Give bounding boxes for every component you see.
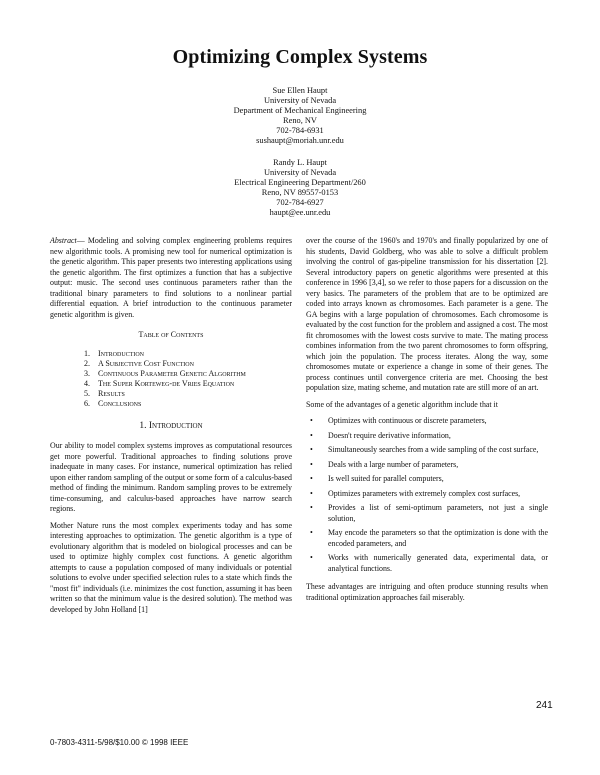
author-email: haupt@ee.unr.edu — [269, 208, 331, 217]
author-phone: 702-784-6927 — [276, 198, 324, 207]
list-item: • Simultaneously searches from a wide sampling of the cost surface, — [310, 445, 539, 454]
author-phone: 702-784-6931 — [276, 126, 324, 135]
section-heading-introduction: 1. Introduction — [139, 420, 203, 431]
right-paragraph-1: over the course of the 1960's and 1970's and finally popularized by one of his students, David Goldberg, who was able to solve a difficult problem involving the control of gas-pipeline transmission for his dissertation [2]. Several introductory papers on genetic algorithms were presented at this conference in 1996 [3,4], so we refer to those papers for a discussion on the very basics. The parameters of the problem that are to be optimized are coded into arrays known as chromosomes. Each parameter is a gene. The GA begins with a large population of chromosomes. Each chromosome is evaluated by the cost function for the problem and assigned a cost. The most fit chromosomes with the lowest costs survive to mate. The mating process combines information from the two parent chromosomes to form offspring, which join the population. The process iterates. Along the way, some chromosomes mutate or experience a change in some of their genes. The process continues until convergence criteria are met. Choosing the best population size, mating scheme, and mutation rate are still more of an art. — [306, 236, 548, 392]
list-item: • Is well suited for parallel computers, — [310, 474, 444, 483]
list-item: • Optimizes with continuous or discrete parameters, — [310, 416, 487, 425]
toc-item: 1. Introduction — [84, 348, 144, 358]
author-name: Sue Ellen Haupt — [272, 86, 328, 95]
bullet-icon: • — [310, 553, 313, 562]
abstract-text: — Modeling and solving complex engineering problems requires new algorithmic tools. A promising new tool for numerical optimization is the genetic algorithm. This paper presents two interesting applications using the genetic algorithm. The first optimizes a function that has a subjective output: music. The second uses continuous parameters rather than the traditional binary parameters to find solutions to a nonlinear partial differential equation. A brief introduction to the continuous parameter genetic algorithm is given. — [50, 236, 292, 319]
toc-title: Table of Contents — [138, 330, 204, 339]
right-paragraph-3: These advantages are intriguing and often produce stunning results when traditional optimization approaches fail miserably. — [306, 582, 548, 602]
abstract — [50, 236, 292, 320]
bullet-icon: • — [310, 503, 313, 512]
table-of-contents — [50, 349, 292, 409]
author-email: sushaupt@moriah.unr.edu — [256, 136, 344, 145]
bullet-icon: • — [310, 488, 313, 498]
page-number: 241 — [536, 700, 553, 711]
right-column — [306, 236, 548, 609]
author-affiliation: University of Nevada — [263, 96, 337, 105]
bullet-icon: • — [310, 416, 313, 425]
author-department: Department of Mechanical Engineering — [233, 106, 367, 115]
left-column — [50, 236, 292, 621]
list-item: • Doesn't require derivative information, — [310, 430, 451, 440]
author-block-2 — [0, 158, 600, 218]
bullet-icon: • — [310, 430, 313, 440]
intro-paragraph-2: Mother Nature runs the most complex experiments today and has some interesting approaches to optimization. The genetic algorithm is a type of evolutionary algorithm that is modeled on biological processes and can be used to optimize highly complex cost functions. A genetic algorithm attempts to cause a population composed of many individuals or potential solutions to evolve under specified selection rules to a state which finds the "most fit" individuals (i.e. minimizes the cost function, assuming it has been written so that the minimum value is the desired solution). The method was developed by John Holland [1] — [50, 520, 292, 614]
abstract-label: Abstract — [50, 236, 77, 245]
author-block-1 — [0, 86, 600, 146]
toc-item: 5. Results — [84, 388, 125, 398]
toc-item: 2. A Subjective Cost Function — [84, 358, 194, 368]
author-city: Reno, NV — [283, 116, 317, 125]
advantages-list — [306, 416, 548, 574]
bullet-icon: • — [310, 459, 313, 469]
bullet-icon: • — [310, 474, 313, 483]
list-item: • Provides a list of semi-optimum parameters, not just a single solution, — [310, 503, 548, 523]
paper-title: Optimizing Complex Systems — [172, 46, 428, 68]
toc-item: 3. Continuous Parameter Genetic Algorithm — [84, 368, 246, 378]
author-department: Electrical Engineering Department/260 — [234, 178, 366, 187]
toc-item: 4. The Super Korteweg-de Vries Equation — [84, 378, 235, 388]
author-name: Randy L. Haupt — [273, 158, 327, 167]
advantages-intro: Some of the advantages of a genetic algorithm include that it — [306, 399, 498, 409]
list-item: • Deals with a large number of parameters, — [310, 459, 459, 469]
copyright-footer: 0-7803-4311-5/98/$10.00 © 1998 IEEE — [50, 738, 189, 747]
bullet-icon: • — [310, 445, 313, 454]
author-affiliation: University of Nevada — [263, 168, 337, 177]
list-item: • Works with numerically generated data, experimental data, or analytical functions. — [310, 553, 548, 573]
bullet-icon: • — [310, 528, 313, 537]
intro-paragraph-1: Our ability to model complex systems improves as computational resources get more powerful. Traditional approaches to finding solutions prove inadequate in many cases. For instance, numerical optimization has relied upon either random sampling of the output or some form of a calculus-based method of finding the minimum. Random sampling proves to be extremely time-consuming, and calculus-based approaches have narrow search regions. — [50, 441, 292, 513]
toc-item: 6. Conclusions — [84, 398, 142, 408]
list-item: • Optimizes parameters with extremely complex cost surfaces, — [310, 488, 521, 498]
author-city: Reno, NV 89557-0153 — [261, 188, 339, 197]
list-item: • May encode the parameters so that the optimization is done with the encoded parameters, and — [310, 528, 548, 548]
